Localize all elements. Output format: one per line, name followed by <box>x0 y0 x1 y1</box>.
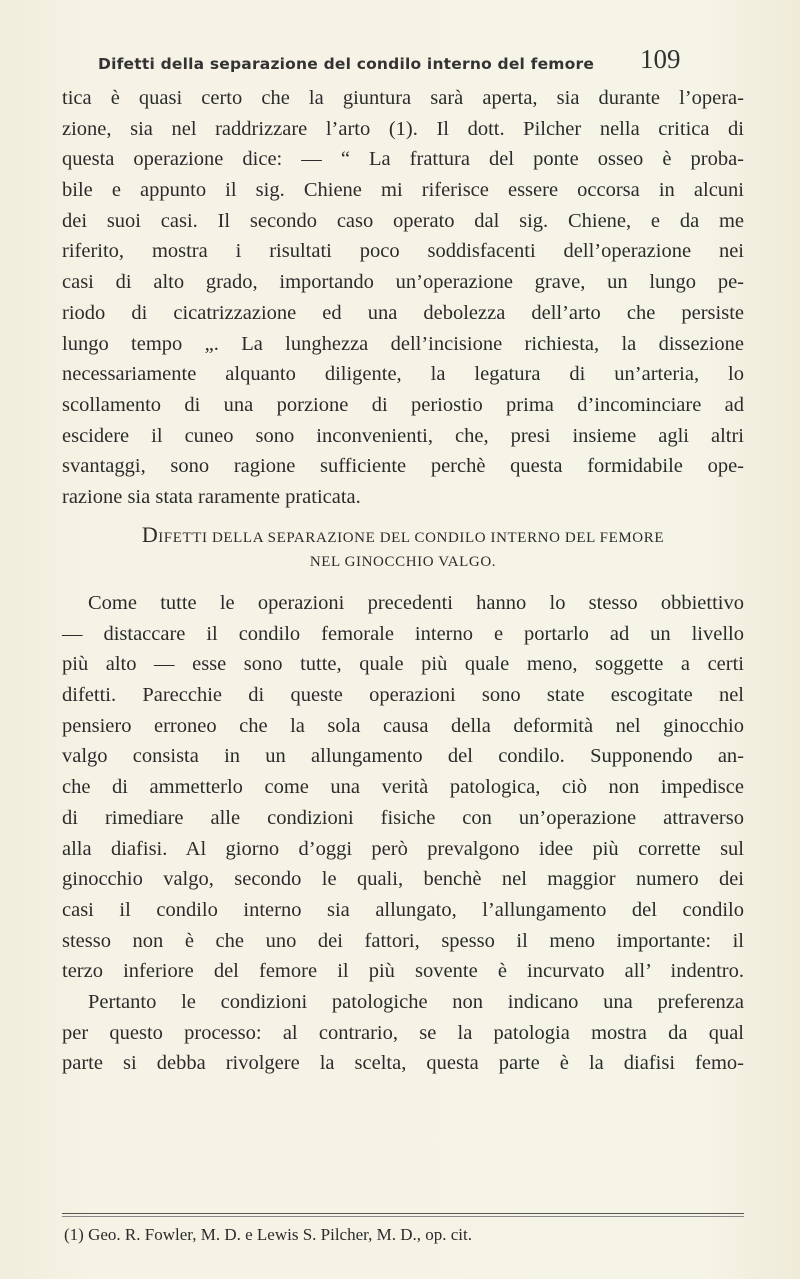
text-line: più alto — esse sono tutte, quale più quale meno, soggette a certi <box>62 653 744 676</box>
text-line: tica è quasi certo che la giuntura sarà aperta, sia durante l’opera- <box>62 87 744 109</box>
text-line: questa operazione dice: — “ La frattura del ponte osseo è proba- <box>62 148 744 171</box>
text-line: pensiero erroneo che la sola causa della deformità nel ginocchio <box>62 714 744 737</box>
paragraph-2 <box>62 588 744 1079</box>
text-line: valgo consista in un allungamento del condilo. Supponendo an- <box>62 745 744 768</box>
running-head: Difetti della separazione del condilo interno del femore <box>98 55 595 73</box>
text-line: difetti. Parecchie di queste operazioni sono state escogitate nel <box>62 684 744 707</box>
text-line: Come tutte le operazioni precedenti hanno lo stesso obbiettivo <box>88 592 744 614</box>
text-line: riferito, mostra i risultati poco soddisfacenti dell’operazione nei <box>62 240 744 263</box>
text-line: di rimediare alle condizioni fisiche con un’operazione attraverso <box>62 806 744 829</box>
text-line: terzo inferiore del femore il più sovente è incurvato all’ indentro. <box>62 960 744 983</box>
text-line: necessariamente alquanto diligente, la legatura di un’arteria, lo <box>62 363 744 386</box>
text-line: stesso non è che uno dei fattori, spesso il meno importante: il <box>62 929 744 952</box>
footnote-divider <box>62 1213 744 1214</box>
section-heading-initial: D <box>141 522 159 547</box>
text-line: Pertanto le condizioni patologiche non indicano una preferenza <box>88 990 744 1013</box>
text-line: che di ammetterlo come una verità patologica, ciò non impedisce <box>62 776 744 799</box>
text-line: escidere il cuneo sono inconvenienti, che, presi insieme agli altri <box>62 424 744 447</box>
text-line: lungo tempo „. La lunghezza dell’incisione richiesta, la dissezione <box>62 332 744 355</box>
text-line: dei suoi casi. Il secondo caso operato dal sig. Chiene, e da me <box>62 209 744 232</box>
section-heading-line-2: NEL GINOCCHIO VALGO. <box>309 554 497 570</box>
text-line: bile e appunto il sig. Chiene mi riferisce essere occorsa in alcuni <box>62 179 744 202</box>
footnote: (1) Geo. R. Fowler, M. D. e Lewis S. Pilcher, M. D., op. cit. <box>64 1225 473 1244</box>
text-line: scollamento di una porzione di periostio prima d’incominciare ad <box>62 393 744 416</box>
text-line: razione sia stata raramente praticata. <box>62 485 361 508</box>
text-line: svantaggi, sono ragione sufficiente perchè questa formidabile ope- <box>62 455 744 478</box>
text-line: ginocchio valgo, secondo le quali, benchè nel maggior numero dei <box>62 868 744 891</box>
text-line: casi di alto grado, importando un’operazione grave, un lungo pe- <box>62 271 744 294</box>
section-heading-line-1 <box>62 522 744 554</box>
text-line: parte si debba rivolgere la scelta, questa parte è la diafisi femo- <box>62 1052 744 1075</box>
text-line: zione, sia nel raddrizzare l’arto (1). Il dott. Pilcher nella critica di <box>62 117 744 140</box>
section-heading <box>62 522 744 584</box>
footnote-divider-secondary <box>62 1216 744 1217</box>
page-number: 109 <box>640 44 681 74</box>
text-line: riodo di cicatrizzazione ed una debolezza dell’arto che persiste <box>62 301 744 324</box>
paragraph-1 <box>62 83 744 513</box>
text-line: per questo processo: al contrario, se la patologia mostra da qual <box>62 1021 744 1044</box>
section-heading-line-1-text: IFETTI DELLA SEPARAZIONE DEL CONDILO INTERNO DEL FEMORE <box>158 530 665 546</box>
text-line: casi il condilo interno sia allungato, l’allungamento del condilo <box>62 898 744 921</box>
text-line: — distaccare il condilo femorale interno e portarlo ad un livello <box>62 622 744 645</box>
text-line: alla diafisi. Al giorno d’oggi però prevalgono idee più corrette sul <box>62 837 744 860</box>
